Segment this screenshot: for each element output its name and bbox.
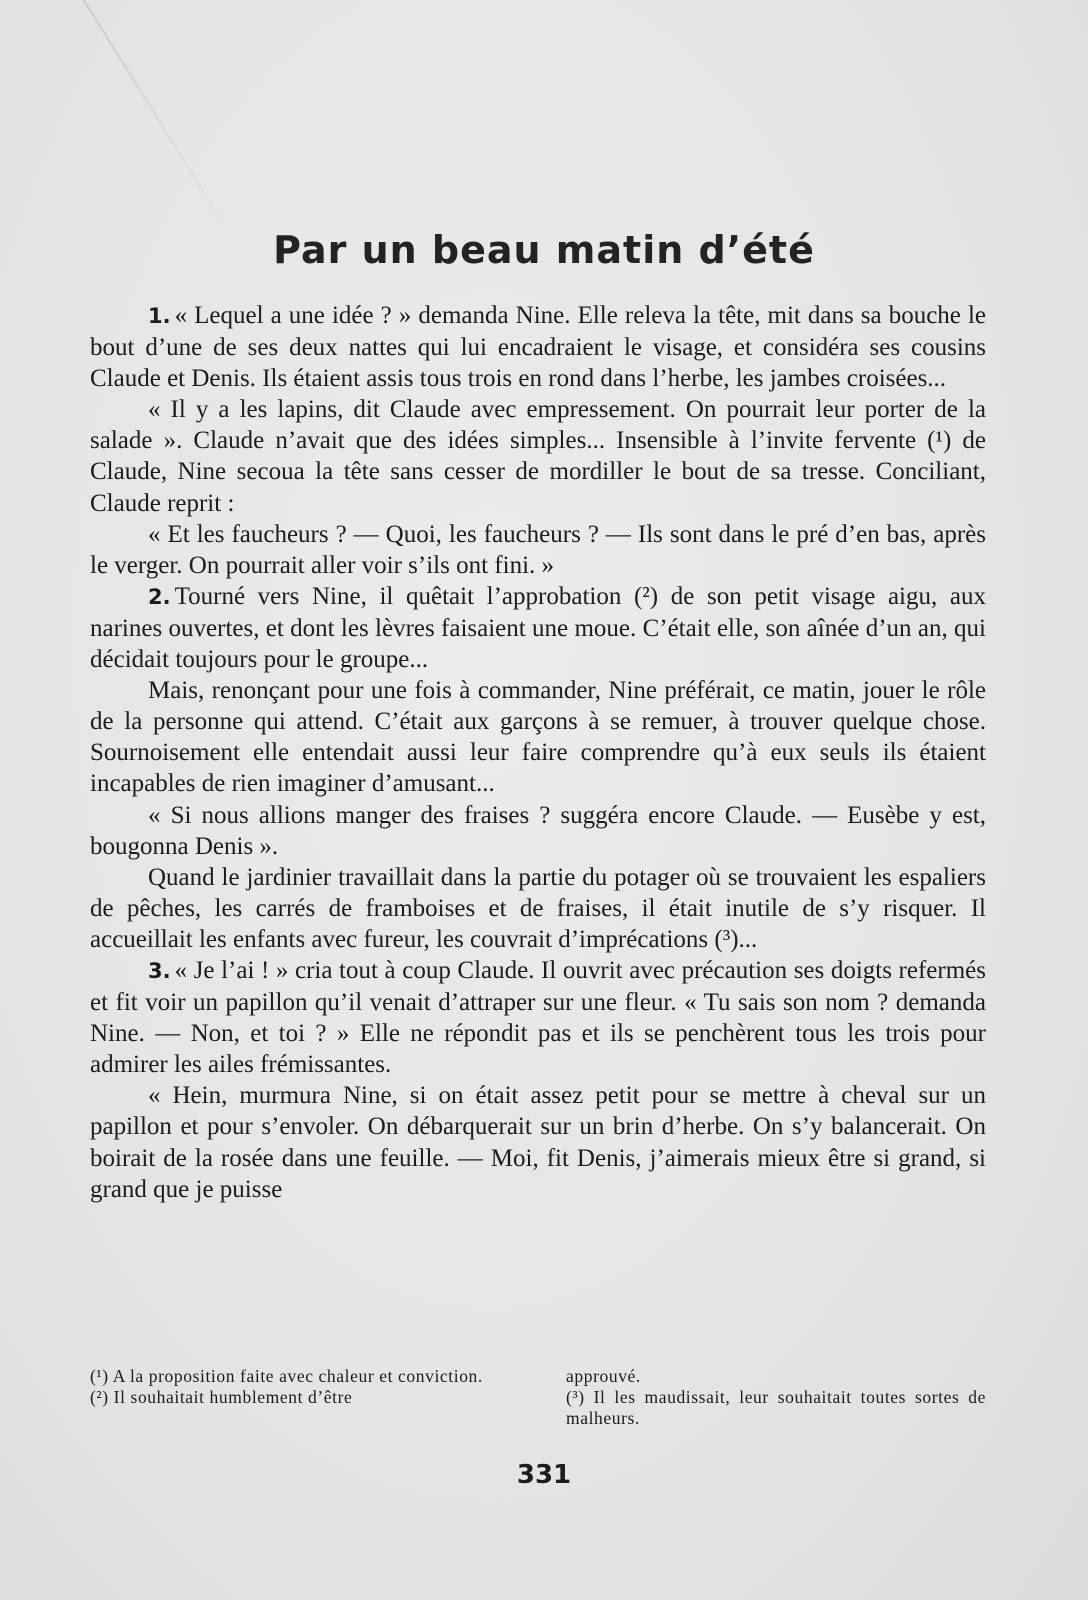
footnotes-left-column (90, 1366, 510, 1429)
paragraph (90, 675, 986, 799)
paragraph (90, 1080, 986, 1204)
chapter-title: Par un beau matin d’été (273, 228, 815, 272)
footnote: approuvé. (566, 1366, 641, 1386)
footnote: (¹) A la proposition faite avec chaleur et conviction. (90, 1366, 483, 1386)
text-body (90, 300, 986, 1205)
section-number: 2. (148, 584, 171, 609)
paragraph (90, 394, 986, 518)
footnotes (90, 1366, 986, 1429)
page-number: 331 (516, 1460, 572, 1490)
paragraph-text: « Il y a les lapins, dit Claude avec empressement. On pourrait leur porter de la salade ». Claude n’avait que des idées simples... Insensible à l’invite fervente (¹) de Claude, Nine secoua la tête sans cesser de mordiller le bout de sa tresse. Conciliant, Claude reprit : (90, 396, 986, 517)
paragraph (90, 519, 986, 581)
footnote: (³) Il les maudissait, leur souhaitait toutes sortes de malheurs. (566, 1387, 986, 1428)
paragraph-text: « Si nous allions manger des fraises ? suggéra encore Claude. — Eusèbe y est, bougonna Denis ». (90, 801, 986, 860)
paragraph-text: « Hein, murmura Nine, si on était assez petit pour se mettre à cheval sur un papillon et pour s’envoler. On débarquerait sur un brin d’herbe. On s’y balancerait. On boirait de la rosée dans une feuille. — Moi, fit Denis, j’aimerais mieux être si grand, si grand que je puisse (90, 1082, 986, 1203)
paragraph-text: Tourné vers Nine, il quêtait l’approbation (²) de son petit visage aigu, aux narines ouvertes, et dont les lèvres faisaient une moue. C’était elle, son aînée d’un an, qui décidait toujours pour le groupe... (90, 582, 986, 674)
paragraph (90, 955, 986, 1080)
paragraph (90, 581, 986, 675)
page-crease (70, 0, 231, 234)
paragraph (90, 862, 986, 955)
paragraph-text: Mais, renonçant pour une fois à commander, Nine préférait, ce matin, jouer le rôle de la personne qui attend. C’était aux garçons à se remuer, à trouver quelque chose. Sournoisement elle entendait aussi leur faire comprendre qu’à eux seuls ils étaient incapables de rien imaginer d’amusant... (90, 677, 986, 798)
section-number: 1. (148, 304, 171, 328)
paragraph (90, 800, 986, 862)
footnote: (²) Il souhaitait humblement d’être (90, 1387, 353, 1407)
paragraph-text: Quand le jardinier travaillait dans la partie du potager où se trouvaient les espaliers de pêches, les carrés de framboises et de fraises, il était inutile de s’y risquer. Il accueillait les enfants avec fureur, les couvrait d’imprécations (³)... (90, 863, 986, 953)
paragraph (90, 300, 986, 394)
footnotes-right-column (566, 1366, 986, 1429)
paragraph-text: « Lequel a une idée ? » demanda Nine. Elle releva la tête, mit dans sa bouche le bout d’une de ses deux nattes qui lui encadraient le visage, et considéra ses cousins Claude et Denis. Ils étaient assis tous trois en rond dans l’herbe, les jambes croisées... (90, 302, 986, 393)
paragraph-text: « Et les faucheurs ? — Quoi, les faucheurs ? — Ils sont dans le pré d’en bas, après le verger. On pourrait aller voir s’ils ont fini. » (90, 520, 986, 579)
paragraph-text: « Je l’ai ! » cria tout à coup Claude. Il ouvrit avec précaution ses doigts refermés et fit voir un papillon qu’il venait d’attraper sur une fleur. « Tu sais son nom ? demanda Nine. — Non, et toi ? » Elle ne répondit pas et ils se penchèrent tous les trois pour admirer les ailes frémissantes. (90, 956, 986, 1079)
section-number: 3. (148, 958, 171, 983)
